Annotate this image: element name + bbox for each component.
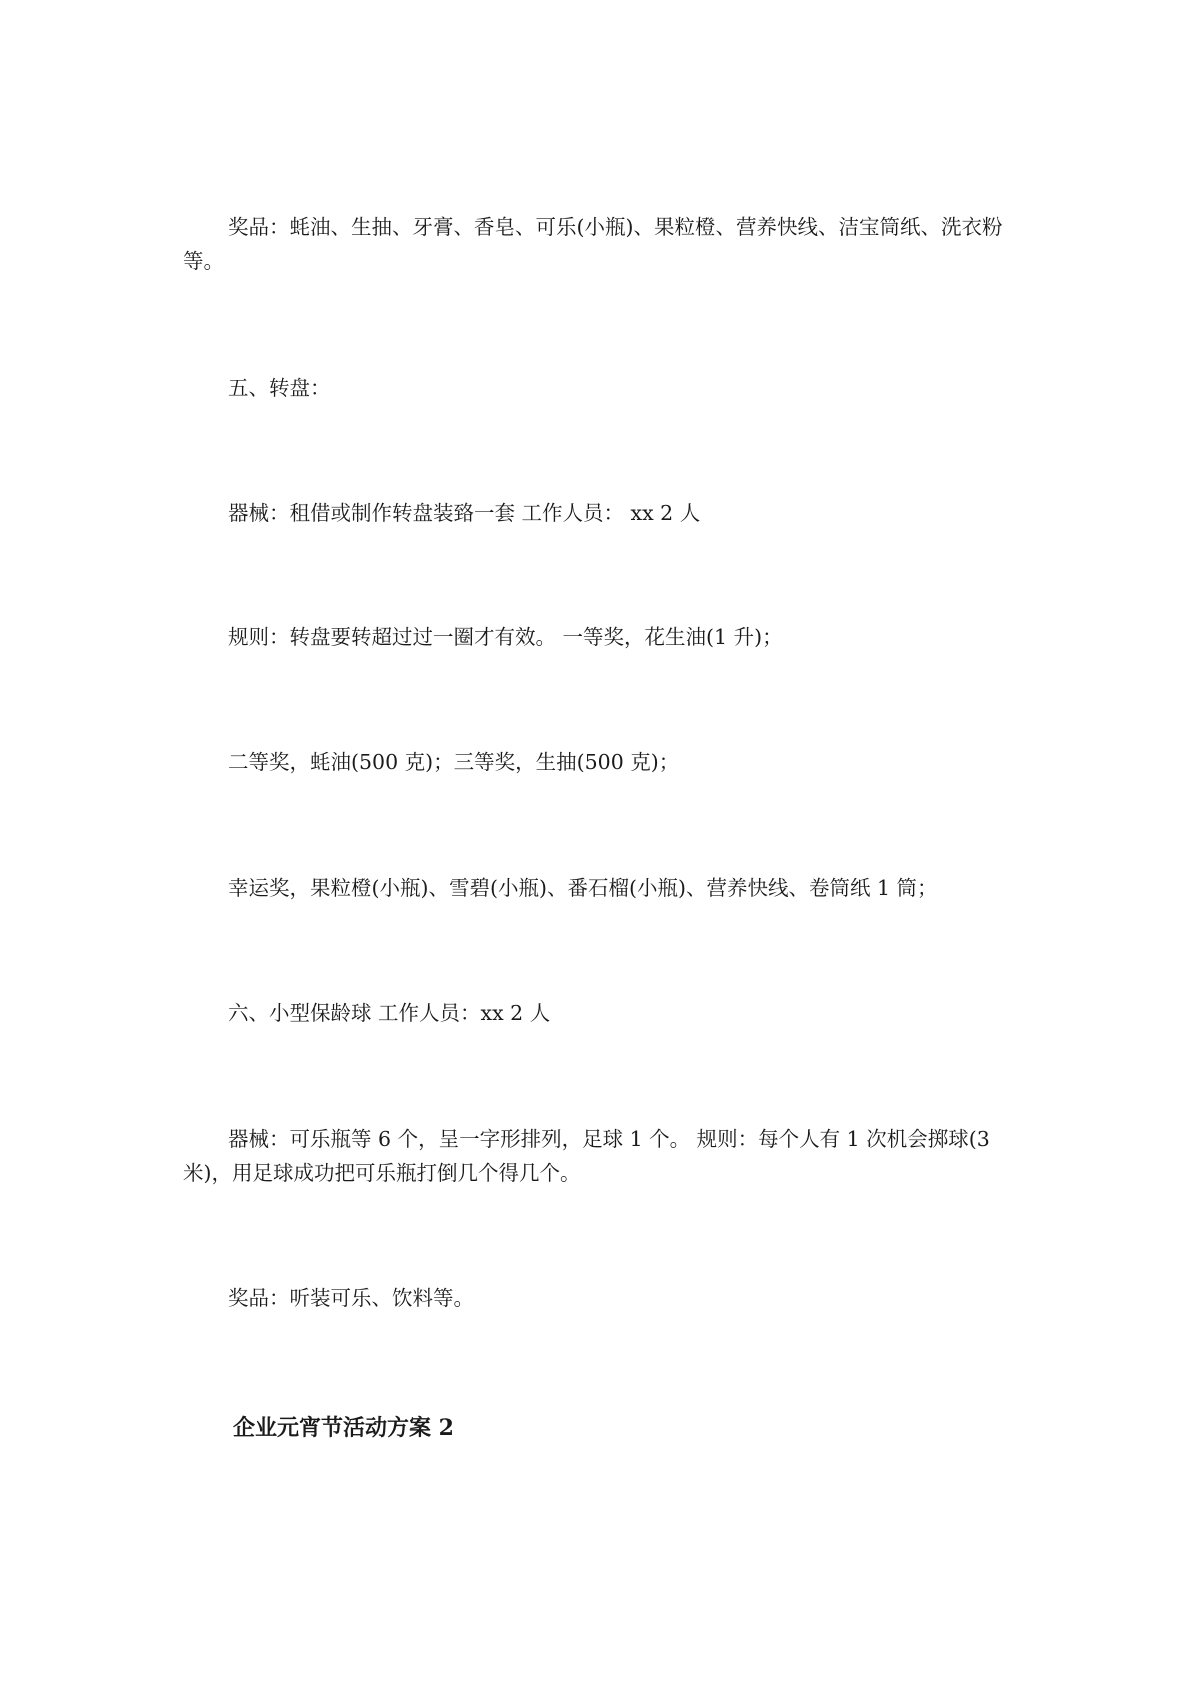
equipment-rules-paragraph-2: 器械：可乐瓶等 6 个，呈一字形排列，足球 1 个。 规则：每个人有 1 次机会掷球(3 米)，用足球成功把可乐瓶打倒几个得几个。: [183, 1127, 990, 1185]
prizes-paragraph-2: 奖品：听装可乐、饮料等。: [228, 1286, 474, 1310]
document-heading: 企业元宵节活动方案 2: [233, 1415, 454, 1441]
rules-paragraph-1: 规则：转盘要转超过过一圈才有效。 一等奖，花生油(1 升)；: [228, 625, 783, 649]
section-five-title: 五、转盘：: [228, 376, 331, 400]
prizes-paragraph-1: 奖品：蚝油、生抽、牙膏、香皂、可乐(小瓶)、果粒橙、营养快线、洁宝筒纸、洗衣粉等。: [183, 215, 1003, 273]
section-six-title: 六、小型保龄球 工作人员：xx 2 人: [228, 1001, 551, 1025]
equipment-paragraph-1: 器械：租借或制作转盘装臵一套 工作人员： xx 2 人: [228, 501, 701, 525]
prize-levels-paragraph: 二等奖，蚝油(500 克)；三等奖，生抽(500 克)；: [228, 750, 680, 774]
lucky-prize-paragraph: 幸运奖，果粒橙(小瓶)、雪碧(小瓶)、番石榴(小瓶)、营养快线、卷筒纸 1 筒；: [228, 876, 938, 900]
